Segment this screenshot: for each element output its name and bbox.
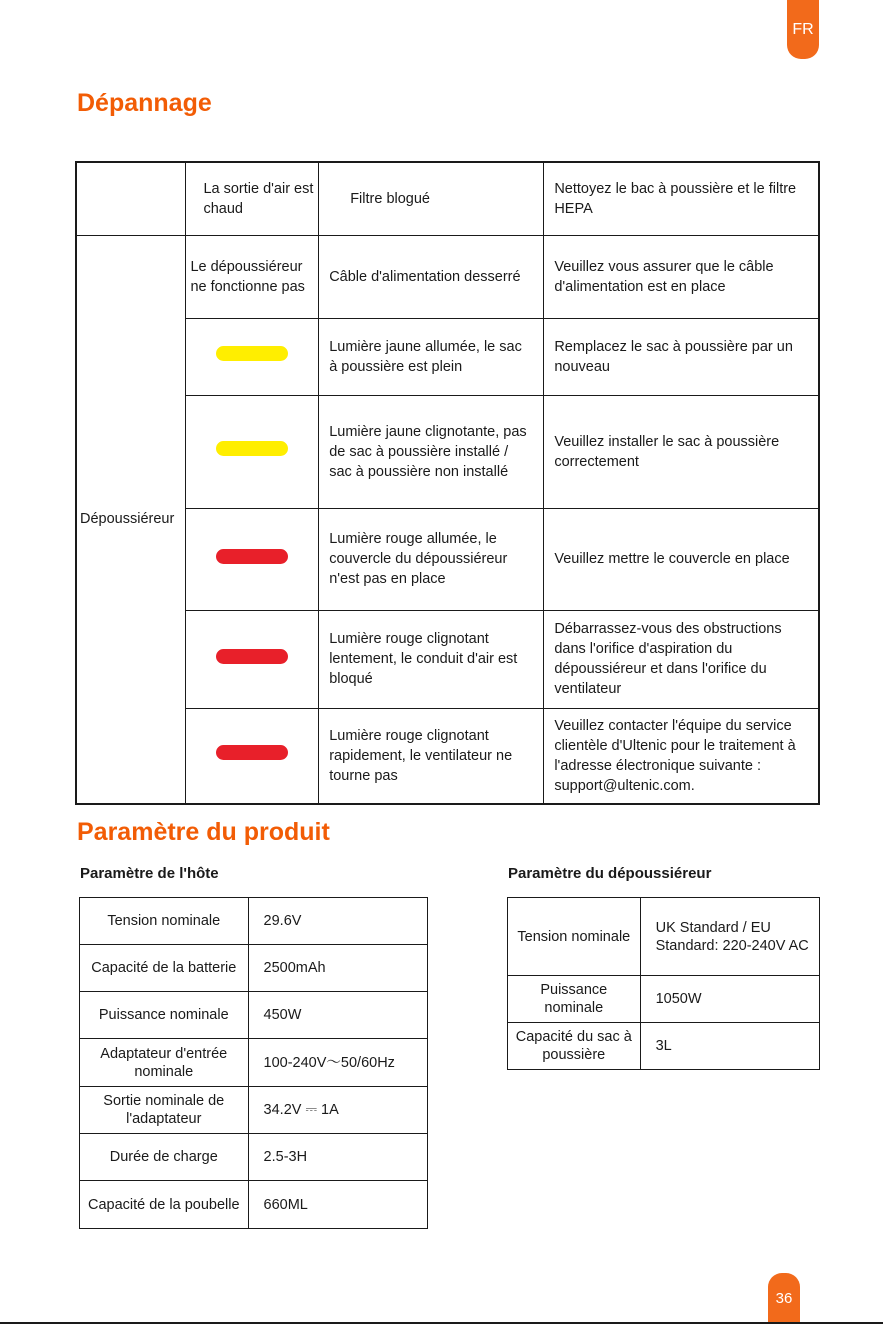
solution-cell: Veuillez vous assurer que le câble d'alimentation est en place <box>544 235 819 318</box>
param-value: 100-240V～50/60Hz <box>248 1039 427 1087</box>
indicator-cell: La sortie d'air est chaud <box>186 162 319 235</box>
table-row <box>80 1039 428 1087</box>
indicator-cell <box>186 610 319 708</box>
cause-cell: Lumière jaune clignotante, pas de sac à poussière installé / sac à poussière non installé <box>319 395 544 508</box>
indicator-cell <box>186 395 319 508</box>
solution-cell: Débarrassez-vous des obstructions dans l'orifice d'aspiration du dépoussiéreur et dans l'orifice du ventilateur <box>544 610 819 708</box>
cause-cell: Filtre blogué <box>319 162 544 235</box>
table-row <box>76 708 819 804</box>
table-row <box>80 992 428 1039</box>
param-label: Tension nominale <box>508 898 641 976</box>
table-row <box>80 1087 428 1134</box>
page-number: 36 <box>775 1290 793 1307</box>
product-params-title: Paramètre du produit <box>77 818 330 846</box>
table-row <box>80 1134 428 1181</box>
cause-cell: Lumière rouge allumée, le couvercle du dépoussiéreur n'est pas en place <box>319 508 544 610</box>
param-value: 2.5-3H <box>248 1134 427 1181</box>
empty-cell <box>76 162 186 235</box>
param-label: Puissance nominale <box>508 976 641 1023</box>
cause-cell: Câble d'alimentation desserré <box>319 235 544 318</box>
troubleshooting-title: Dépannage <box>77 89 212 117</box>
table-row <box>508 898 820 976</box>
yellow-light-indicator <box>216 441 288 456</box>
host-params-title: Paramètre de l'hôte <box>80 865 219 882</box>
dust-params-title: Paramètre du dépoussiéreur <box>508 865 712 882</box>
param-label: Durée de charge <box>80 1134 249 1181</box>
red-light-indicator <box>216 745 288 760</box>
group-label-cell: Dépoussiéreur <box>76 235 186 804</box>
table-row <box>76 162 819 235</box>
param-value: 450W <box>248 992 427 1039</box>
language-tab <box>787 0 819 59</box>
table-row <box>80 898 428 945</box>
table-row <box>508 976 820 1023</box>
yellow-light-indicator <box>216 346 288 361</box>
param-value: 29.6V <box>248 898 427 945</box>
solution-cell: Remplacez le sac à poussière par un nouveau <box>544 318 819 395</box>
red-light-indicator <box>216 549 288 564</box>
param-value: 660ML <box>248 1181 427 1229</box>
table-row <box>76 235 819 318</box>
param-value: 3L <box>640 1023 819 1070</box>
indicator-cell <box>186 318 319 395</box>
indicator-cell: Le dépoussiéreur ne fonctionne pas <box>186 235 319 318</box>
param-value: UK Standard / EU Standard: 220-240V AC <box>640 898 819 976</box>
table-row <box>80 1181 428 1229</box>
cause-cell: Lumière jaune allumée, le sac à poussière est plein <box>319 318 544 395</box>
param-label: Capacité de la poubelle <box>80 1181 249 1229</box>
param-label: Capacité de la batterie <box>80 945 249 992</box>
troubleshooting-table <box>75 161 820 805</box>
red-light-indicator <box>216 649 288 664</box>
language-label: FR <box>792 20 814 38</box>
table-row <box>76 508 819 610</box>
param-label: Adaptateur d'entrée nominale <box>80 1039 249 1087</box>
param-label: Puissance nominale <box>80 992 249 1039</box>
table-row <box>76 610 819 708</box>
table-row <box>76 395 819 508</box>
host-params-table <box>79 897 428 1229</box>
solution-cell: Veuillez contacter l'équipe du service clientèle d'Ultenic pour le traitement à l'adresse électronique suivante : support@ultenic.com. <box>544 708 819 804</box>
param-label: Sortie nominale de l'adaptateur <box>80 1087 249 1134</box>
page-number-tab <box>768 1273 800 1324</box>
table-row <box>80 945 428 992</box>
solution-cell: Veuillez mettre le couvercle en place <box>544 508 819 610</box>
param-label: Tension nominale <box>80 898 249 945</box>
table-row <box>508 1023 820 1070</box>
table-row <box>76 318 819 395</box>
cause-cell: Lumière rouge clignotant rapidement, le ventilateur ne tourne pas <box>319 708 544 804</box>
solution-cell: Veuillez installer le sac à poussière correctement <box>544 395 819 508</box>
indicator-cell <box>186 708 319 804</box>
param-value: 1050W <box>640 976 819 1023</box>
param-value: 2500mAh <box>248 945 427 992</box>
cause-cell: Lumière rouge clignotant lentement, le conduit d'air est bloqué <box>319 610 544 708</box>
indicator-cell <box>186 508 319 610</box>
dust-params-table <box>507 897 820 1070</box>
param-label: Capacité du sac à poussière <box>508 1023 641 1070</box>
param-value: 34.2V ⎓ 1A <box>248 1087 427 1134</box>
solution-cell: Nettoyez le bac à poussière et le filtre HEPA <box>544 162 819 235</box>
